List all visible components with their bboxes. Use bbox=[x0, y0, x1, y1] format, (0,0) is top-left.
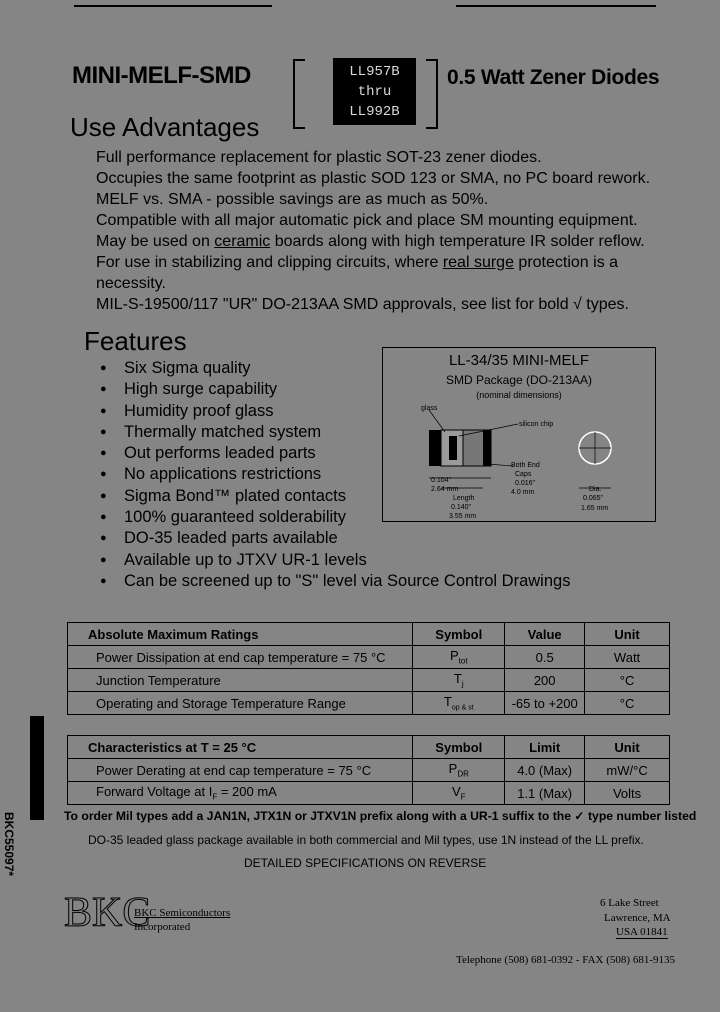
len-dim: 0.140" bbox=[451, 504, 472, 511]
col-header: Limit bbox=[505, 736, 585, 759]
list-item: MIL-S-19500/117 "UR" DO-213AA SMD approvals, see list for bold √ types. bbox=[96, 296, 629, 313]
characteristics-table bbox=[67, 735, 670, 805]
list-item: Compatible with all major automatic pick and place SM mounting equipment. bbox=[96, 212, 638, 229]
list-item: ● Thermally matched system bbox=[100, 422, 570, 443]
table-row bbox=[68, 759, 670, 782]
param-cell: Power Derating at end cap temperature = 75 °C bbox=[68, 759, 413, 782]
caps2-label: Caps bbox=[515, 471, 532, 478]
bracket-left bbox=[293, 59, 305, 129]
param-cell: Power Dissipation at end cap temperature = 75 °C bbox=[68, 646, 413, 669]
caps-mm: 4.0 mm bbox=[511, 489, 535, 496]
advantages-list bbox=[96, 147, 696, 315]
logo-letters: BKC bbox=[64, 890, 151, 936]
side-code: BKC55097* bbox=[2, 812, 16, 877]
address-line2: Lawrence, MA bbox=[604, 912, 671, 924]
advantages-heading: Use Advantages bbox=[70, 112, 260, 142]
do35-note: DO-35 leaded glass package available in both commercial and Mil types, use 1N instead of the LL prefix. bbox=[88, 833, 644, 847]
list-item: Occupies the same footprint as plastic SOD 123 or SMA, no PC board rework. bbox=[96, 170, 651, 187]
col-header: Unit bbox=[585, 623, 670, 646]
table-row bbox=[68, 692, 670, 715]
unit-cell: Watt bbox=[585, 646, 670, 669]
len-label: Length bbox=[453, 495, 475, 502]
col-header: Symbol bbox=[413, 736, 505, 759]
part-range-box bbox=[333, 58, 416, 125]
value-cell: -65 to +200 bbox=[505, 692, 585, 715]
address-line3: USA 01841 bbox=[616, 926, 668, 938]
col-header: Unit bbox=[585, 736, 670, 759]
table-header-row bbox=[68, 736, 670, 759]
package-note: (nominal dimensions) bbox=[476, 390, 562, 400]
part-to: LL992B bbox=[349, 104, 400, 120]
company-name: BKC Semiconductors bbox=[134, 907, 231, 919]
top-rule-left bbox=[74, 5, 272, 7]
list-item: ● Can be screened up to "S" level via Source Control Drawings bbox=[100, 571, 570, 592]
list-item: ● High surge capability bbox=[100, 379, 570, 400]
col-header: Symbol bbox=[413, 623, 505, 646]
chip-label: silicon chip bbox=[519, 421, 554, 428]
package-diagram bbox=[382, 347, 656, 522]
order-note: To order Mil types add a JAN1N, JTX1N or JTXV1N prefix along with a UR-1 suffix to the ✓ type number listed bbox=[64, 809, 697, 823]
package-title: LL-34/35 MINI-MELF bbox=[448, 352, 590, 369]
list-item: ● Available up to JTXV UR-1 levels bbox=[100, 550, 570, 571]
melf-drawing bbox=[383, 348, 655, 521]
col-header: Value bbox=[505, 623, 585, 646]
bracket-right bbox=[426, 59, 438, 129]
value-cell: 200 bbox=[505, 669, 585, 692]
phone-fax: Telephone (508) 681-0392 - FAX (508) 681-9135 bbox=[456, 954, 675, 966]
symbol-cell: $T_{op \& st}$ bbox=[413, 692, 505, 715]
param-cell: Operating and Storage Temperature Range bbox=[68, 692, 413, 715]
list-item: ● DO-35 leaded parts available bbox=[100, 528, 570, 549]
caps-label: Both End bbox=[511, 462, 540, 469]
w1-dim: 0.104" bbox=[431, 477, 452, 484]
len-mm: 3.55 mm bbox=[449, 513, 477, 520]
abs-max-table bbox=[67, 622, 670, 715]
col-header: Absolute Maximum Ratings bbox=[68, 623, 413, 646]
value-cell: 4.0 (Max) bbox=[505, 759, 585, 782]
list-item: ● 100% guaranteed solderability bbox=[100, 507, 570, 528]
address-line1: 6 Lake Street bbox=[600, 897, 659, 909]
list-item: May be used on ceramic boards along with high temperature IR solder reflow. bbox=[96, 233, 645, 250]
list-item: Full performance replacement for plastic SOT-23 zener diodes. bbox=[96, 149, 542, 166]
list-item: MELF vs. SMA - possible savings are as much as 50%. bbox=[96, 191, 489, 208]
value-cell: 0.5 bbox=[505, 646, 585, 669]
table-row bbox=[68, 782, 670, 805]
table-row bbox=[68, 646, 670, 669]
dia-mm: 1.65 mm bbox=[581, 505, 609, 512]
unit-cell: Volts bbox=[585, 782, 670, 805]
list-item: necessity. bbox=[96, 275, 166, 292]
package-subtitle: SMD Package (DO-213AA) bbox=[445, 373, 593, 387]
table-row bbox=[68, 669, 670, 692]
col-header: Characteristics at T = 25 °C bbox=[68, 736, 413, 759]
w1-mm: 2.64 mm bbox=[431, 486, 459, 493]
unit-cell: mW/°C bbox=[585, 759, 670, 782]
table-header-row bbox=[68, 623, 670, 646]
param-cell: Forward Voltage at $I_F = 200$ mA bbox=[68, 782, 413, 805]
right-title: 0.5 Watt Zener Diodes bbox=[447, 66, 660, 89]
symbol-cell: $P_{tot}$ bbox=[413, 646, 505, 669]
bkc-logo bbox=[64, 888, 151, 936]
list-item: ● Out performs leaded parts bbox=[100, 443, 570, 464]
value-cell: 1.1 (Max) bbox=[505, 782, 585, 805]
symbol-cell: $V_F$ bbox=[413, 782, 505, 805]
dia-dim: 0.065" bbox=[583, 495, 604, 502]
list-item: ● Humidity proof glass bbox=[100, 401, 570, 422]
dia-label: Dia. bbox=[589, 486, 602, 493]
list-item: For use in stabilizing and clipping circuits, where real surge protection is a bbox=[96, 254, 619, 271]
detailed-note: DETAILED SPECIFICATIONS ON REVERSE bbox=[244, 856, 487, 870]
list-item: ● Six Sigma quality bbox=[100, 358, 570, 379]
side-barcode bbox=[30, 716, 44, 820]
unit-cell: °C bbox=[585, 669, 670, 692]
part-from: LL957B bbox=[349, 64, 400, 80]
list-item: ● Sigma Bond™ plated contacts bbox=[100, 486, 570, 507]
features-heading: Features bbox=[84, 326, 187, 356]
left-title: MINI-MELF-SMD bbox=[72, 62, 251, 89]
glass-label: glass bbox=[421, 405, 438, 412]
symbol-cell: $T_j$ bbox=[413, 669, 505, 692]
caps-dim: 0.016" bbox=[515, 480, 536, 487]
company-suffix: Incorporated bbox=[134, 921, 191, 933]
symbol-cell: $P_{DR}$ bbox=[413, 759, 505, 782]
part-thru: thru bbox=[357, 84, 392, 100]
unit-cell: °C bbox=[585, 692, 670, 715]
top-rule-right bbox=[456, 5, 656, 7]
param-cell: Junction Temperature bbox=[68, 669, 413, 692]
list-item: ● No applications restrictions bbox=[100, 464, 570, 485]
